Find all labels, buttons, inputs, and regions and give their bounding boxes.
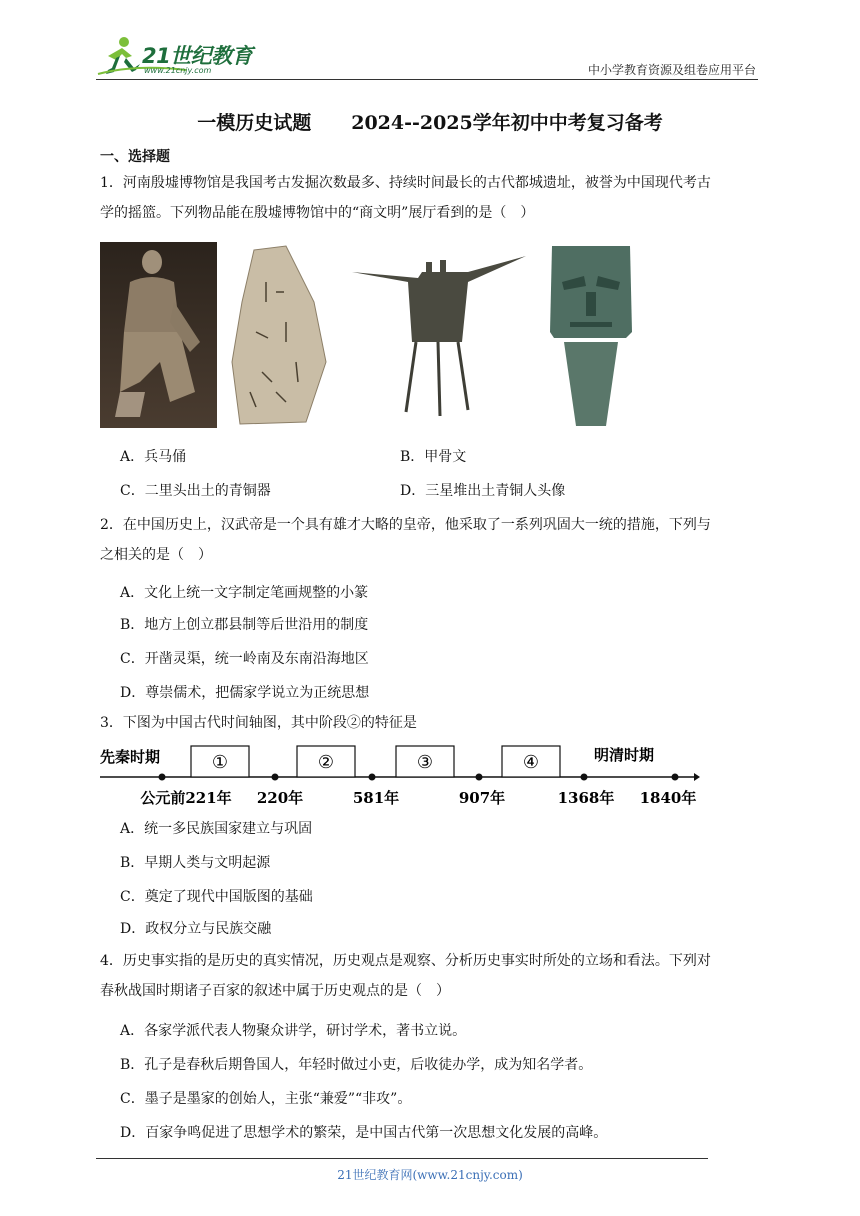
platform-name: 中小学教育资源及组卷应用平台 bbox=[587, 63, 756, 77]
year-label: 220年 bbox=[256, 789, 304, 807]
title-right: 2024--2025学年初中中考复习备考 bbox=[351, 112, 663, 134]
year-label: 907年 bbox=[458, 789, 506, 807]
title-left: 一模历史试题 bbox=[197, 112, 312, 134]
question-line: 4．历史事实指的是历史的真实情况，历史观点是观察、分析历史事实时所处的立场和看法。下列对 bbox=[100, 953, 711, 969]
stage-label-2: ② bbox=[317, 752, 335, 773]
stage-label-1: ① bbox=[211, 752, 229, 773]
q1-option-c[interactable]: C．二里头出土的青铜器 bbox=[120, 483, 271, 499]
stage-label-3: ③ bbox=[416, 752, 434, 773]
q4-option-b[interactable]: B．孔子是春秋后期鲁国人，年轻时做过小吏，后收徒办学，成为知名学者。 bbox=[120, 1057, 593, 1073]
timeline-arrow-icon bbox=[694, 773, 700, 781]
question-line: 之相关的是（ ） bbox=[100, 547, 212, 563]
footer-divider bbox=[96, 1158, 708, 1159]
question-line: 1．河南殷墟博物馆是我国考古发掘次数最多、持续时间最长的古代都城遗址，被誉为中国现代考古 bbox=[100, 175, 711, 191]
year-label: 581年 bbox=[352, 789, 400, 807]
logo-url: www.21cnjy.com bbox=[144, 66, 212, 75]
timeline-point bbox=[159, 774, 166, 781]
timeline-start-label: 先秦时期 bbox=[100, 748, 161, 766]
header-divider bbox=[96, 79, 758, 80]
timeline-point bbox=[272, 774, 279, 781]
timeline-point bbox=[581, 774, 588, 781]
year-label: 公元前221年 bbox=[140, 789, 232, 807]
section-heading: 一、选择题 bbox=[100, 149, 170, 165]
q1-option-d[interactable]: D．三星堆出土青铜人头像 bbox=[400, 483, 566, 499]
oracle-bone-image bbox=[226, 242, 338, 428]
q2-option-c[interactable]: C．开凿灵渠，统一岭南及东南沿海地区 bbox=[120, 651, 369, 667]
question-line: 春秋战国时期诸子百家的叙述中属于历史观点的是（ ） bbox=[100, 983, 450, 999]
year-label: 1840年 bbox=[639, 789, 697, 807]
question-4 bbox=[100, 946, 762, 1006]
timeline-diagram bbox=[100, 740, 700, 810]
q3-option-c[interactable]: C．奠定了现代中国版图的基础 bbox=[120, 889, 313, 905]
q4-option-d[interactable]: D．百家争鸣促进了思想学术的繁荣，是中国古代第一次思想文化发展的高峰。 bbox=[120, 1125, 608, 1141]
timeline-point bbox=[476, 774, 483, 781]
q3-option-b[interactable]: B．早期人类与文明起源 bbox=[120, 855, 271, 871]
question-1 bbox=[100, 168, 762, 228]
logo-text: 21世纪教育 bbox=[142, 44, 253, 68]
q1-option-b[interactable]: B．甲骨文 bbox=[400, 449, 467, 465]
q4-option-c[interactable]: C．墨子是墨家的创始人，主张“兼爱”“非攻”。 bbox=[120, 1091, 412, 1107]
stage-label-4: ④ bbox=[522, 752, 540, 773]
q4-option-a[interactable]: A．各家学派代表人物聚众讲学，研讨学术，著书立说。 bbox=[120, 1023, 467, 1039]
question-line: 2．在中国历史上，汉武帝是一个具有雄才大略的皇帝，他采取了一系列巩固大一统的措施，下列与 bbox=[100, 517, 711, 533]
q2-option-d[interactable]: D．尊崇儒术，把儒家学说立为正统思想 bbox=[120, 685, 370, 701]
q2-option-b[interactable]: B．地方上创立郡县制等后世沿用的制度 bbox=[120, 617, 369, 633]
footer-link[interactable]: 21世纪教育网(www.21cnjy.com) bbox=[337, 1168, 523, 1182]
terracotta-warrior-image bbox=[100, 242, 217, 428]
q1-option-a[interactable]: A．兵马俑 bbox=[120, 449, 187, 465]
timeline-point bbox=[672, 774, 679, 781]
question-line: 3．下图为中国古代时间轴图，其中阶段②的特征是 bbox=[100, 715, 417, 731]
q3-option-d[interactable]: D．政权分立与民族交融 bbox=[120, 921, 272, 937]
timeline-point bbox=[369, 774, 376, 781]
year-label: 1368年 bbox=[557, 789, 615, 807]
bronze-jue-vessel-image bbox=[348, 242, 528, 428]
page-title bbox=[0, 108, 860, 135]
q3-option-a[interactable]: A．统一多民族国家建立与巩固 bbox=[120, 821, 313, 837]
sanxingdui-bronze-head-image bbox=[546, 242, 636, 428]
question-line: 学的摇篮。下列物品能在殷墟博物馆中的“商文明”展厅看到的是（ ） bbox=[100, 205, 535, 221]
question-3 bbox=[100, 708, 762, 738]
q2-option-a[interactable]: A．文化上统一文字制定笔画规整的小篆 bbox=[120, 585, 369, 601]
timeline-end-label: 明清时期 bbox=[594, 746, 655, 764]
question-2 bbox=[100, 510, 762, 570]
